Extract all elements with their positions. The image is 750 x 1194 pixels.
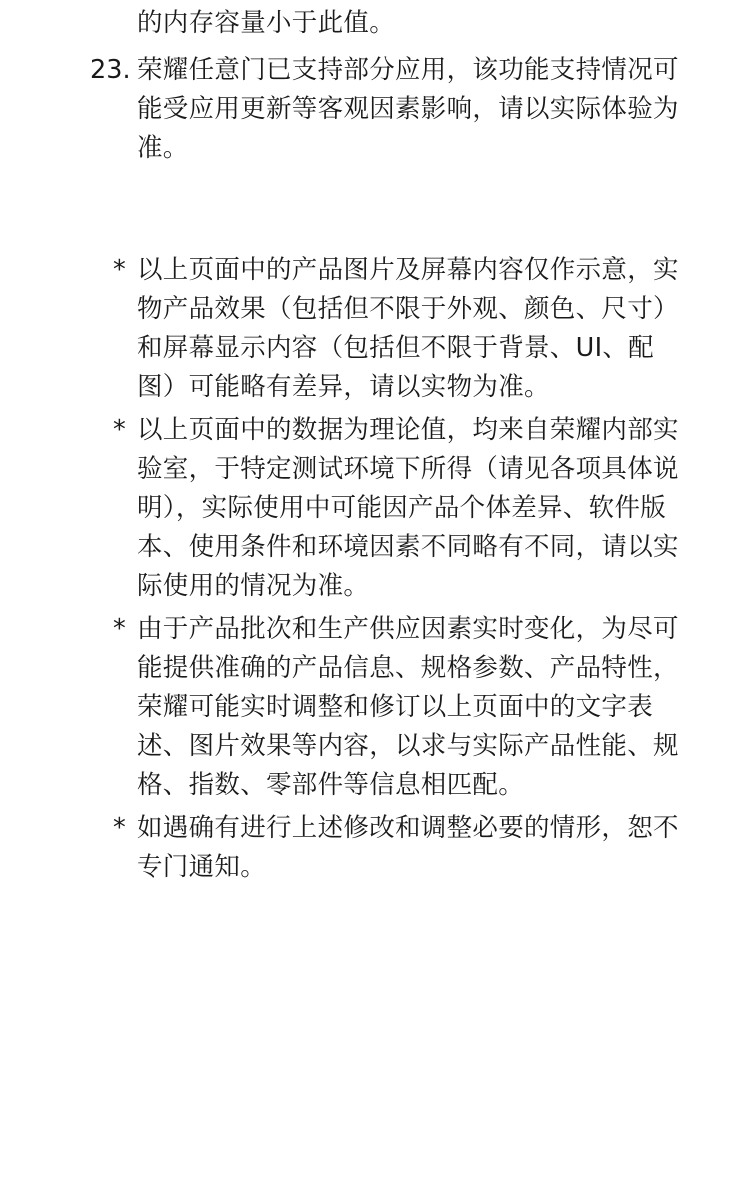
asterisk-bullet: * xyxy=(113,813,126,843)
text-line: 本、使用条件和环境因素不同略有不同，请以实 xyxy=(137,532,679,562)
text-line: 图）可能略有差异，请以实物为准。 xyxy=(137,372,550,402)
asterisk-bullet: * xyxy=(113,255,126,285)
text-line: 格、指数、零部件等信息相匹配。 xyxy=(137,770,525,800)
text-line: 如遇确有进行上述修改和调整必要的情形，恕不 xyxy=(137,813,679,843)
text-line: 能受应用更新等客观因素影响，请以实际体验为 xyxy=(137,94,679,124)
list-number: 23. xyxy=(90,55,131,85)
asterisk-bullet: * xyxy=(113,614,126,644)
text-line: 和屏幕显示内容（包括但不限于背景、UI、配 xyxy=(137,333,654,363)
text-line: 荣耀可能实时调整和修订以上页面中的文字表 xyxy=(137,692,654,722)
text-line: 以上页面中的产品图片及屏幕内容仅作示意，实 xyxy=(137,255,679,285)
text-line: 荣耀任意门已支持部分应用，该功能支持情况可 xyxy=(137,55,679,85)
text-line: 以上页面中的数据为理论值，均来自荣耀内部实 xyxy=(137,415,679,445)
asterisk-bullet: * xyxy=(113,415,126,445)
text-line: 准。 xyxy=(137,133,189,163)
text-line: 专门通知。 xyxy=(137,852,267,882)
text-line: 的内存容量小于此值。 xyxy=(137,8,396,38)
text-line: 述、图片效果等内容，以求与实际产品性能、规 xyxy=(137,731,679,761)
text-line: 物产品效果（包括但不限于外观、颜色、尺寸） xyxy=(137,294,679,324)
text-line: 际使用的情况为准。 xyxy=(137,571,370,601)
text-line: 验室，于特定测试环境下所得（请见各项具体说 xyxy=(137,454,679,484)
text-line: 明），实际使用中可能因产品个体差异、软件版 xyxy=(137,493,667,523)
text-line: 能提供准确的产品信息、规格参数、产品特性， xyxy=(137,653,679,683)
text-line: 由于产品批次和生产供应因素实时变化，为尽可 xyxy=(137,614,679,644)
